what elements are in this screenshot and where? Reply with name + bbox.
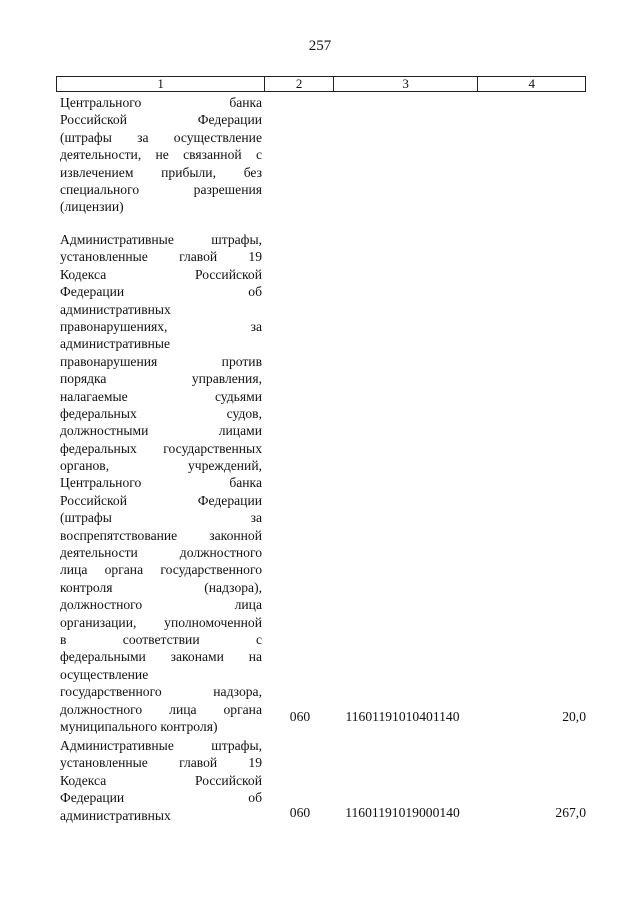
text-line: воспрепятствование законной [60, 527, 262, 543]
text-line: деятельности, не связанной с [60, 147, 262, 163]
text-line: Кодекса Российской [60, 772, 262, 788]
text-line: административных [60, 807, 171, 823]
text-line: государственного надзора, [60, 684, 262, 700]
kbk-cell-2: 11601191010401140 [345, 709, 460, 724]
text-line: Кодекса Российской [60, 266, 262, 282]
text-line: осуществление [60, 666, 149, 682]
text-line: Административные штрафы, [60, 738, 262, 753]
text-line: административные [60, 336, 171, 352]
text-line: федеральных государственных [60, 440, 262, 456]
page-number: 257 [308, 38, 332, 54]
text-line: должностного лица [60, 597, 262, 613]
text-line: Административные штрафы, [60, 232, 262, 247]
text-line: контроля (надзора), [60, 579, 262, 595]
code-cell-2: 060 [289, 709, 311, 724]
text-line: правонарушения против [60, 353, 262, 369]
text-line: органов, учреждений, [60, 458, 262, 474]
text-line: специального разрешения [60, 181, 262, 197]
text-line: деятельности должностного [60, 545, 262, 561]
text-line: правонарушениях, за [60, 318, 262, 334]
table-header-row [56, 76, 586, 92]
table-row-text-1 [60, 94, 262, 216]
text-line: федеральными законами на [60, 649, 262, 665]
text-line: налагаемые судьями [60, 388, 262, 404]
text-line: в соответствии с [60, 631, 262, 647]
text-line: порядка управления, [60, 371, 262, 387]
header-col-4: 4 [528, 76, 535, 91]
text-line: должностными лицами [60, 423, 262, 439]
text-line: (штрафы за [60, 510, 262, 526]
amount-cell-2: 20,0 [562, 709, 586, 724]
kbk-cell-3: 11601191019000140 [345, 805, 460, 820]
header-col-3: 3 [334, 77, 478, 91]
code-cell-3: 060 [289, 805, 311, 820]
text-line: лица органа государственного [60, 562, 262, 578]
text-line: Российской Федерации [60, 492, 262, 508]
header-col-2: 2 [265, 77, 334, 91]
text-line: (штрафы за осуществление [60, 129, 262, 145]
text-line: должностного лица органа [60, 701, 262, 717]
header-col-1: 1 [57, 77, 265, 91]
table-row-text-3 [60, 737, 262, 824]
text-line: административных [60, 301, 171, 317]
text-line: Центрального банка [60, 475, 262, 491]
table-row-text-2 [60, 231, 262, 735]
text-line: организации, уполномоченной [60, 614, 262, 630]
text-line: установленные главой 19 [60, 755, 262, 771]
amount-cell-3: 267,0 [555, 805, 586, 820]
text-line: установленные главой 19 [60, 249, 262, 265]
text-line: Центрального банка [60, 95, 262, 110]
text-line: извлечением прибыли, без [60, 164, 262, 180]
text-line: Федерации об [60, 790, 262, 806]
text-line: федеральных судов, [60, 405, 262, 421]
text-line: Российской Федерации [60, 112, 262, 128]
text-line: муниципального контроля) [60, 718, 218, 734]
text-line: Федерации об [60, 284, 262, 300]
text-line: (лицензии) [60, 199, 124, 215]
